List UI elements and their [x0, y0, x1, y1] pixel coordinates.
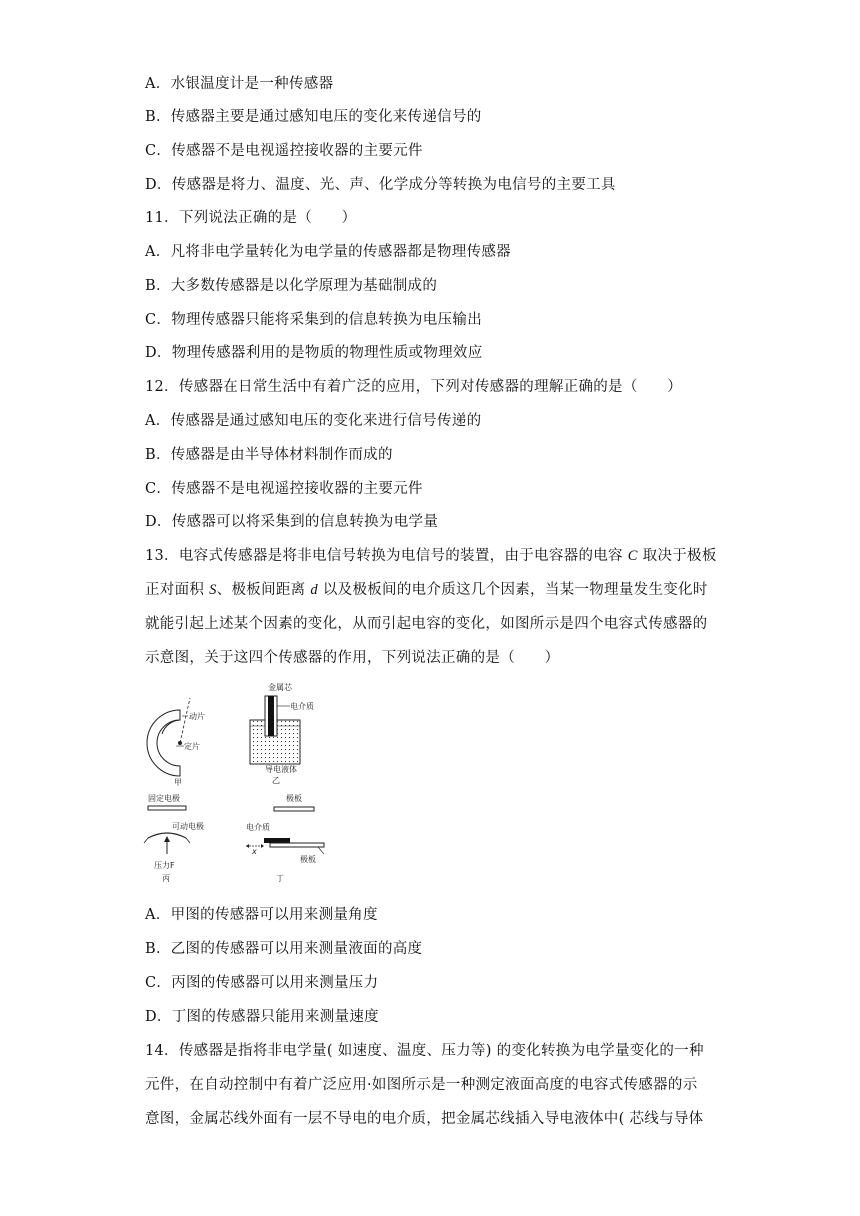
- ding-x-label: x: [252, 847, 257, 856]
- q12-option-d: D．传感器可以将采集到的信息转换为电学量: [145, 514, 439, 530]
- q13-stem-line-2: 正对面积 S、极板间距离 d 以及极板间的电介质这几个因素，当某一物理量发生变化时: [145, 582, 708, 598]
- yi-core-label: 金属芯: [268, 683, 292, 692]
- q13-option-b: B．乙图的传感器可以用来测量液面的高度: [145, 941, 423, 957]
- var-d: d: [310, 582, 318, 598]
- q10-option-a: A．水银温度计是一种传感器: [145, 76, 334, 92]
- q11-stem: 11．下列说法正确的是（ ）: [145, 210, 357, 226]
- ding-dielectric-label: 电介质: [246, 823, 270, 832]
- q13-stem-line-1: 13．电容式传感器是将非电信号转换为电信号的装置，由于电容器的电容 C 取决于极板: [145, 548, 717, 564]
- diagram-bing: [144, 793, 204, 883]
- ding-plate-top-label: 极板: [286, 794, 302, 803]
- q13-option-d: D．丁图的传感器只能用来测量速度: [145, 1009, 379, 1025]
- q11-option-b: B．大多数传感器是以化学原理为基础制成的: [145, 278, 438, 294]
- q14-line-1: 14．传感器是指将非电学量( 如速度、温度、压力等) 的变化转换为电学量变化的一种: [145, 1043, 704, 1059]
- yi-caption: 乙: [272, 776, 280, 785]
- capacitive-sensors-figure: [140, 676, 340, 892]
- diagram-jia: [147, 698, 205, 787]
- ding-plate-bottom-label: 极板: [300, 855, 316, 864]
- bing-force-label: 压力F: [154, 861, 175, 870]
- q13-stem-line-3: 就能引起上述某个因素的变化，从而引起电容的变化，如图所示是四个电容式传感器的: [145, 616, 708, 632]
- q12-option-b: B．传感器是由半导体材料制作而成的: [145, 447, 393, 463]
- diagram-ding: [246, 793, 324, 883]
- q10-option-d: D．传感器是将力、温度、光、声、化学成分等转换为电信号的主要工具: [145, 177, 616, 193]
- bing-movable-label: 可动电极: [172, 822, 204, 831]
- q13-option-c: C．丙图的传感器可以用来测量压力: [145, 975, 379, 991]
- yi-dielectric-label: 电介质: [290, 702, 314, 711]
- var-s: S: [209, 582, 217, 598]
- yi-liquid-label: 导电液体: [265, 765, 297, 774]
- var-c: C: [627, 548, 638, 564]
- q14-line-2: 元件，在自动控制中有着广泛应用·如图所示是一种测定液面高度的电容式传感器的示: [145, 1077, 698, 1093]
- q11-option-c: C．物理传感器只能将采集到的信息转换为电压输出: [145, 312, 482, 328]
- q14-line-3: 意图，金属芯线外面有一层不导电的电介质，把金属芯线插入导电液体中( 芯线与导体: [145, 1111, 704, 1127]
- q13-stem-line-4: 示意图，关于这四个传感器的作用，下列说法正确的是（ ）: [145, 650, 560, 666]
- bing-fixed-label: 固定电极: [148, 794, 180, 803]
- q12-option-a: A．传感器是通过感知电压的变化来进行信号传递的: [145, 413, 482, 429]
- jia-moving-label: 动片: [189, 712, 205, 721]
- jia-fixed-label: 定片: [184, 742, 200, 751]
- q12-stem: 12．传感器在日常生活中有着广泛的应用，下列对传感器的理解正确的是（ ）: [145, 379, 683, 395]
- ding-caption: 丁: [276, 874, 284, 883]
- q11-option-d: D．物理传感器利用的是物质的物理性质或物理效应: [145, 345, 483, 361]
- diagram-yi: [250, 682, 314, 785]
- q10-option-b: B．传感器主要是通过感知电压的变化来传递信号的: [145, 109, 482, 125]
- q12-option-c: C．传感器不是电视遥控接收器的主要元件: [145, 481, 423, 497]
- q10-option-c: C．传感器不是电视遥控接收器的主要元件: [145, 143, 423, 159]
- q11-option-a: A．凡将非电学量转化为电学量的传感器都是物理传感器: [145, 244, 511, 260]
- q13-option-a: A．甲图的传感器可以用来测量角度: [145, 907, 378, 923]
- jia-caption: 甲: [174, 778, 182, 787]
- bing-caption: 丙: [162, 874, 170, 883]
